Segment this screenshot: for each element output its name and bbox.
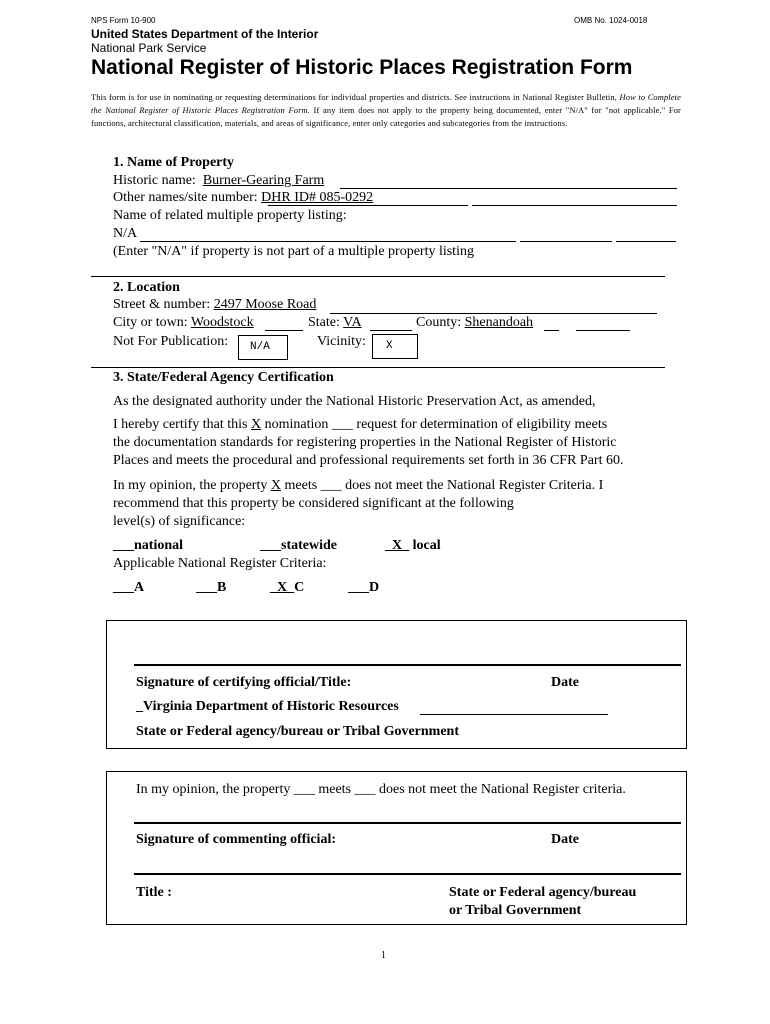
- commenting-agency-label-2: or Tribal Government: [449, 903, 582, 918]
- level-national: ___national: [113, 538, 184, 553]
- agency-name: United States Department of the Interior: [91, 27, 319, 41]
- certifying-agency-label: State or Federal agency/bureau or Tribal Government: [136, 724, 460, 739]
- page-title: National Register of Historic Places Registration Form: [91, 56, 633, 79]
- criteria-c: _X_C: [270, 580, 305, 595]
- county-row: County: Shenandoah: [416, 315, 534, 330]
- not-for-publication-label: Not For Publication:: [113, 334, 229, 349]
- street-value: 2497 Moose Road: [213, 297, 317, 312]
- service-name: National Park Service: [91, 41, 207, 55]
- form-number: NPS Form 10-900: [91, 16, 156, 25]
- street-row: Street & number: 2497 Moose Road: [113, 297, 317, 312]
- opinion-line-2: recommend that this property be considered significant at the following: [113, 496, 514, 511]
- certify-line-2: the documentation standards for registering properties in the National Register of Historic: [113, 435, 617, 450]
- title-line: [134, 873, 681, 875]
- commenting-date-label: Date: [551, 832, 579, 847]
- omb-number: OMB No. 1024-0018: [574, 16, 648, 25]
- certifying-signature-label: Signature of certifying official/Title:: [136, 675, 352, 690]
- related-listing-value: N/A: [113, 226, 138, 241]
- commenting-opinion: In my opinion, the property ___ meets ___ does not meet the National Register criteria.: [136, 782, 626, 797]
- vicinity-field[interactable]: X: [372, 334, 418, 359]
- other-names-value: DHR ID# 085-0292: [261, 190, 374, 205]
- city-value: Woodstock: [190, 315, 254, 330]
- certifying-agency-name: _Virginia Department of Historic Resources: [136, 699, 399, 714]
- section-3-heading: 3. State/Federal Agency Certification: [113, 370, 334, 385]
- page-number: 1: [381, 950, 386, 961]
- certify-line-1: I hereby certify that this X nomination ___ request for determination of eligibility meets: [113, 417, 608, 432]
- city-row: City or town: Woodstock: [113, 315, 254, 330]
- level-statewide: ___statewide: [260, 538, 337, 553]
- criteria-b: ___B: [196, 580, 227, 595]
- section-2-heading: 2. Location: [113, 280, 180, 295]
- intro-paragraph: This form is for use in nominating or requesting determinations for individual properties and districts. See instructions in National Register Bulletin, How to Complete the National Register of Historic Places Registration Form. If any item does not apply to the property being documented, enter "N/A" for "not applicable." For functions, architectural classification, materials, and areas of significance, enter only categories and subcategories from the instructions.: [91, 93, 681, 128]
- certifying-date-label: Date: [551, 675, 579, 690]
- criteria-d: ___D: [348, 580, 380, 595]
- commenting-title-label: Title :: [136, 885, 172, 900]
- state-row: State: VA: [308, 315, 362, 330]
- level-local: _X_ local: [385, 538, 441, 553]
- section-divider: [91, 367, 665, 368]
- meets-mark: X: [270, 478, 281, 493]
- historic-name-value: Burner-Gearing Farm: [202, 173, 325, 188]
- opinion-line-1: In my opinion, the property X meets ___ does not meet the National Register Criteria. I: [113, 478, 604, 493]
- criteria-label: Applicable National Register Criteria:: [113, 556, 327, 571]
- county-value: Shenandoah: [464, 315, 534, 330]
- vicinity-label: Vicinity:: [317, 334, 366, 349]
- certify-line-3: Places and meets the procedural and professional requirements set forth in 36 CFR Part 60.: [113, 453, 624, 468]
- nomination-mark: X: [251, 417, 262, 432]
- signature-line: [134, 822, 681, 824]
- intro-bulletin-title: How to Complete the National Register of Historic Places Registration Form.: [91, 93, 681, 115]
- opinion-line-3: level(s) of significance:: [113, 514, 246, 529]
- other-names-row: Other names/site number: DHR ID# 085-0292: [113, 190, 374, 205]
- commenting-agency-label-1: State or Federal agency/bureau: [449, 885, 637, 900]
- authority-text: As the designated authority under the National Historic Preservation Act, as amended,: [113, 394, 596, 409]
- signature-line: [134, 664, 681, 666]
- section-1-heading: 1. Name of Property: [113, 155, 235, 170]
- commenting-signature-label: Signature of commenting official:: [136, 832, 336, 847]
- related-listing-label: Name of related multiple property listing:: [113, 208, 347, 223]
- criteria-a: ___A: [113, 580, 145, 595]
- historic-name-row: Historic name: Burner-Gearing Farm: [113, 173, 325, 188]
- section-divider: [91, 276, 665, 277]
- related-listing-note: (Enter "N/A" if property is not part of a multiple property listing: [113, 244, 474, 259]
- not-for-publication-field[interactable]: N/A: [238, 335, 288, 360]
- state-value: VA: [343, 315, 362, 330]
